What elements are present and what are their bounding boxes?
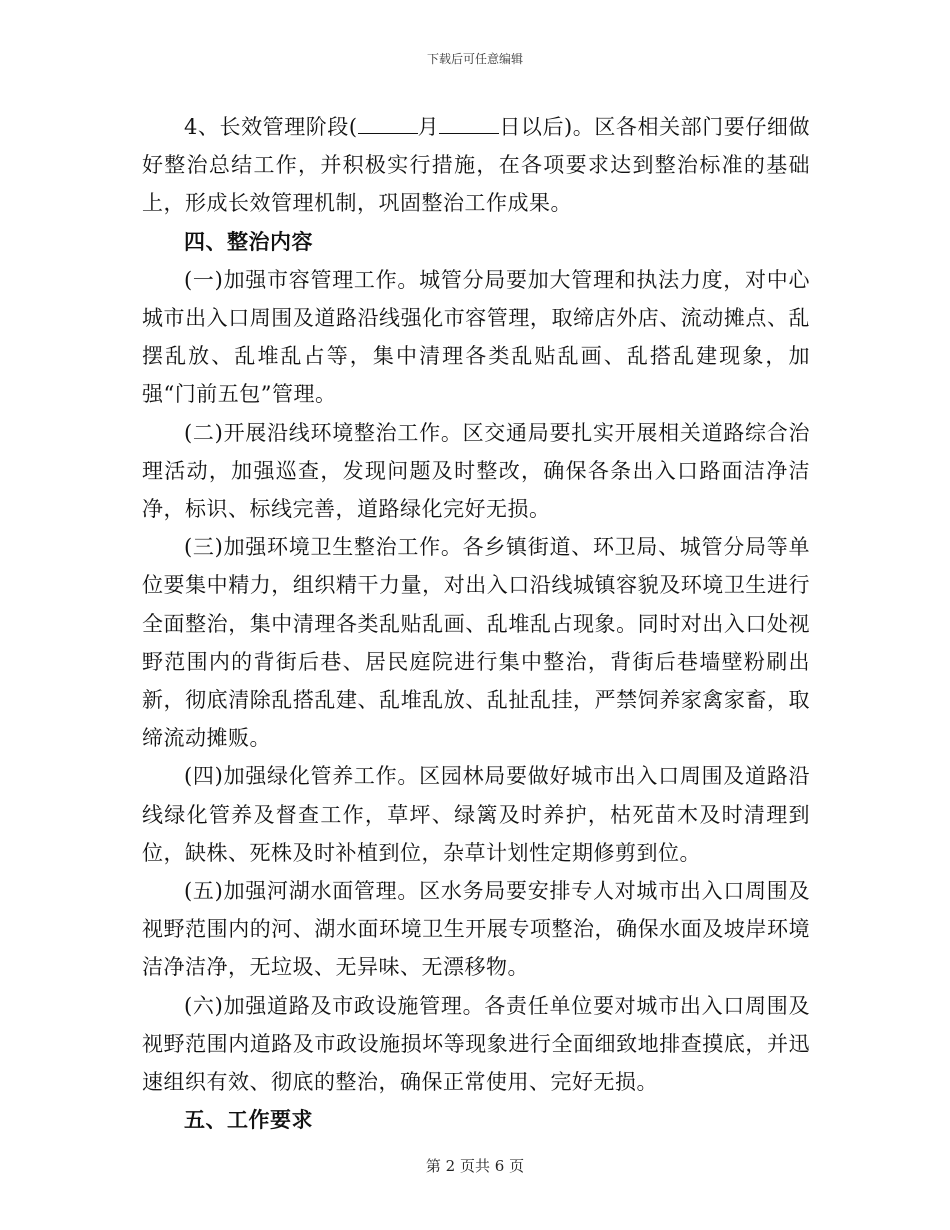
stage-prefix: 4、长效管理阶段( [184,115,358,139]
section-heading-4: 四、整治内容 [184,229,313,254]
document-body [142,108,810,1139]
month-label: 月 [417,115,440,139]
section-heading-5: 五、工作要求 [184,1108,313,1133]
paragraph-roadside-environment: (二)开展沿线环境整治工作。区交通局要扎实开展相关道路综合治理活动，加强巡查，发现问题及时整改，确保各条出入口路面洁净洁净，标识、标线完善，道路绿化完好无损。 [142,420,810,522]
page-header-note: 下载后可任意编辑 [426,52,523,66]
stage-text: 日以后)。区各相关部门要仔细做好整治总结工作，并积极实行措施，在各项要求达到整治标准的基础上，形成长效管理机制，巩固整治工作成果。 [142,115,810,216]
paragraph-city-appearance: (一)加强市容管理工作。城管分局要加大管理和执法力度，对中心城市出入口周围及道路沿线强化市容管理，取缔店外店、流动摊点、乱摆乱放、乱堆乱占等，集中清理各类乱贴乱画、乱搭乱建现象，加强“门前五包”管理。 [142,267,810,407]
paragraph-sanitation: (三)加强环境卫生整治工作。各乡镇街道、环卫局、城管分局等单位要集中精力，组织精干力量，对出入口沿线城镇容貌及环境卫生进行全面整治，集中清理各类乱贴乱画、乱堆乱占现象。同时对出入口处视野范围内的背街后巷、居民庭院进行集中整治，背街后巷墙壁粉刷出新，彻底清除乱搭乱建、乱堆乱放、乱扯乱挂，严禁饲养家禽家畜，取缔流动摊贩。 [142,535,810,751]
paragraph-long-term-stage [142,108,810,223]
page-number: 第 2 页共 6 页 [425,1157,525,1175]
paragraph-water-surface: (五)加强河湖水面管理。区水务局要安排专人对城市出入口周围及视野范围内的河、湖水面环境卫生开展专项整治，确保水面及坡岸环境洁净洁净，无垃圾、无异味、无漂移物。 [142,879,810,980]
month-blank [358,113,418,134]
paragraph-road-facilities: (六)加强道路及市政设施管理。各责任单位要对城市出入口周围及视野范围内道路及市政设施损坏等现象进行全面细致地排查摸底，并迅速组织有效、彻底的整治，确保正常使用、完好无损。 [142,993,810,1095]
paragraph-greening: (四)加强绿化管养工作。区园林局要做好城市出入口周围及道路沿线绿化管养及督查工作，草坪、绿篱及时养护，枯死苗木及时清理到位，缺株、死株及时补植到位，杂草计划性定期修剪到位。 [142,764,810,865]
day-blank [439,113,499,134]
